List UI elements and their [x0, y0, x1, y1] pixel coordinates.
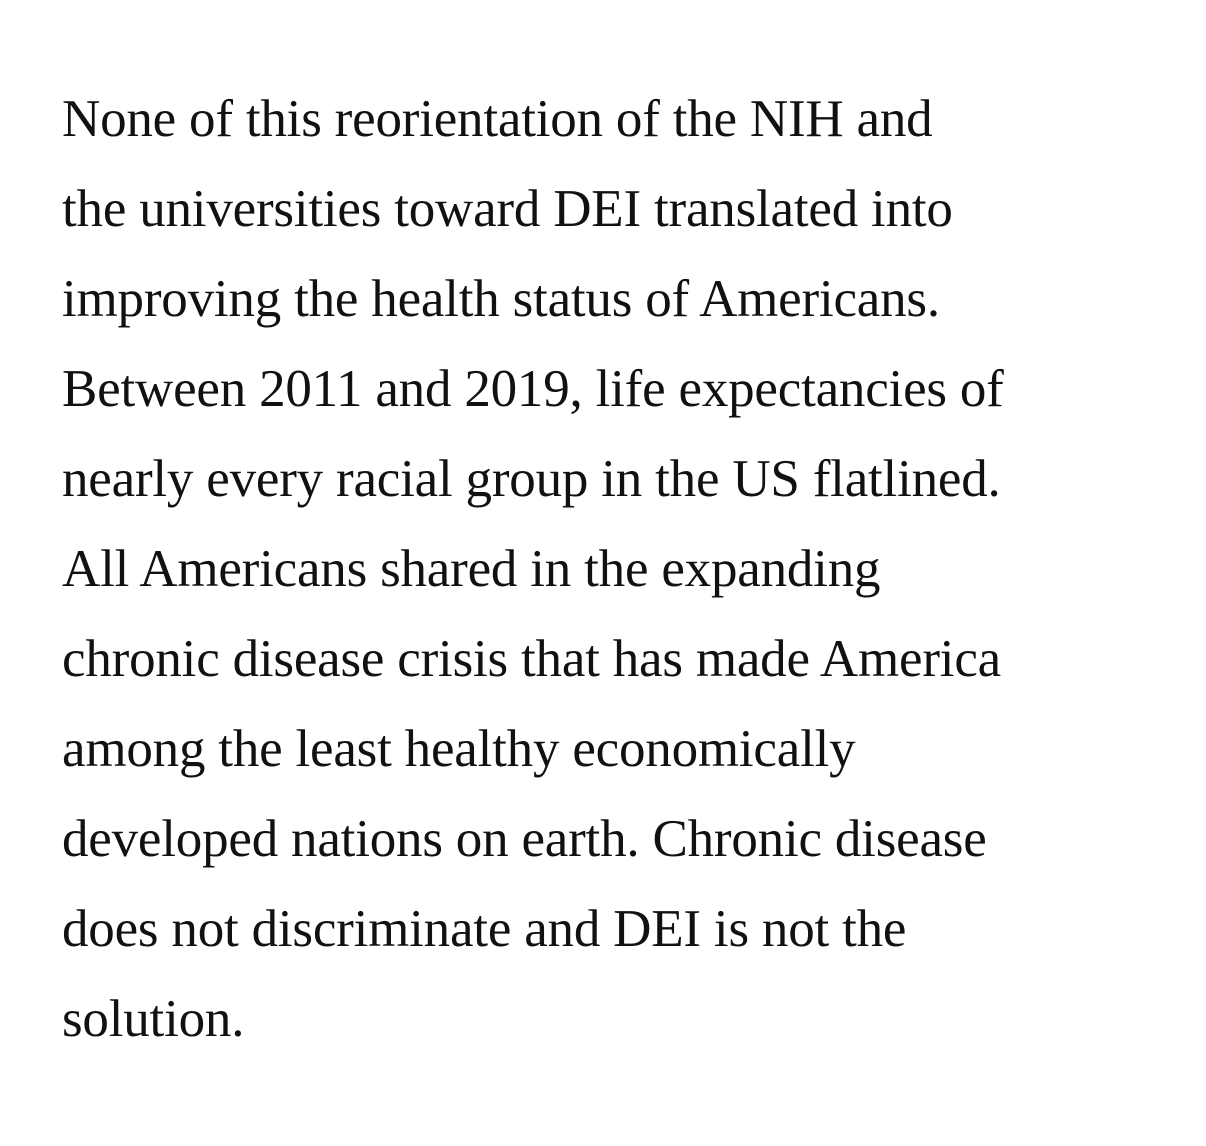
- paragraph-line: chronic disease crisis that has made America: [62, 630, 1001, 688]
- paragraph-line: nearly every racial group in the US flatlined.: [62, 450, 1001, 508]
- paragraph-line: solution.: [62, 990, 245, 1048]
- paragraph-line: does not discriminate and DEI is not the: [62, 900, 907, 958]
- paragraph-line: All Americans shared in the expanding: [62, 540, 881, 598]
- paragraph-line: developed nations on earth. Chronic disease: [62, 810, 987, 868]
- article-body: [62, 84, 1162, 1074]
- paragraph-line: Between 2011 and 2019, life expectancies of: [62, 360, 1004, 418]
- article-paragraph: [62, 84, 1162, 1074]
- paragraph-line: the universities toward DEI translated into: [62, 180, 953, 238]
- paragraph-line: None of this reorientation of the NIH and: [62, 90, 933, 148]
- paragraph-line: improving the health status of Americans.: [62, 270, 940, 328]
- paragraph-line: among the least healthy economically: [62, 720, 856, 778]
